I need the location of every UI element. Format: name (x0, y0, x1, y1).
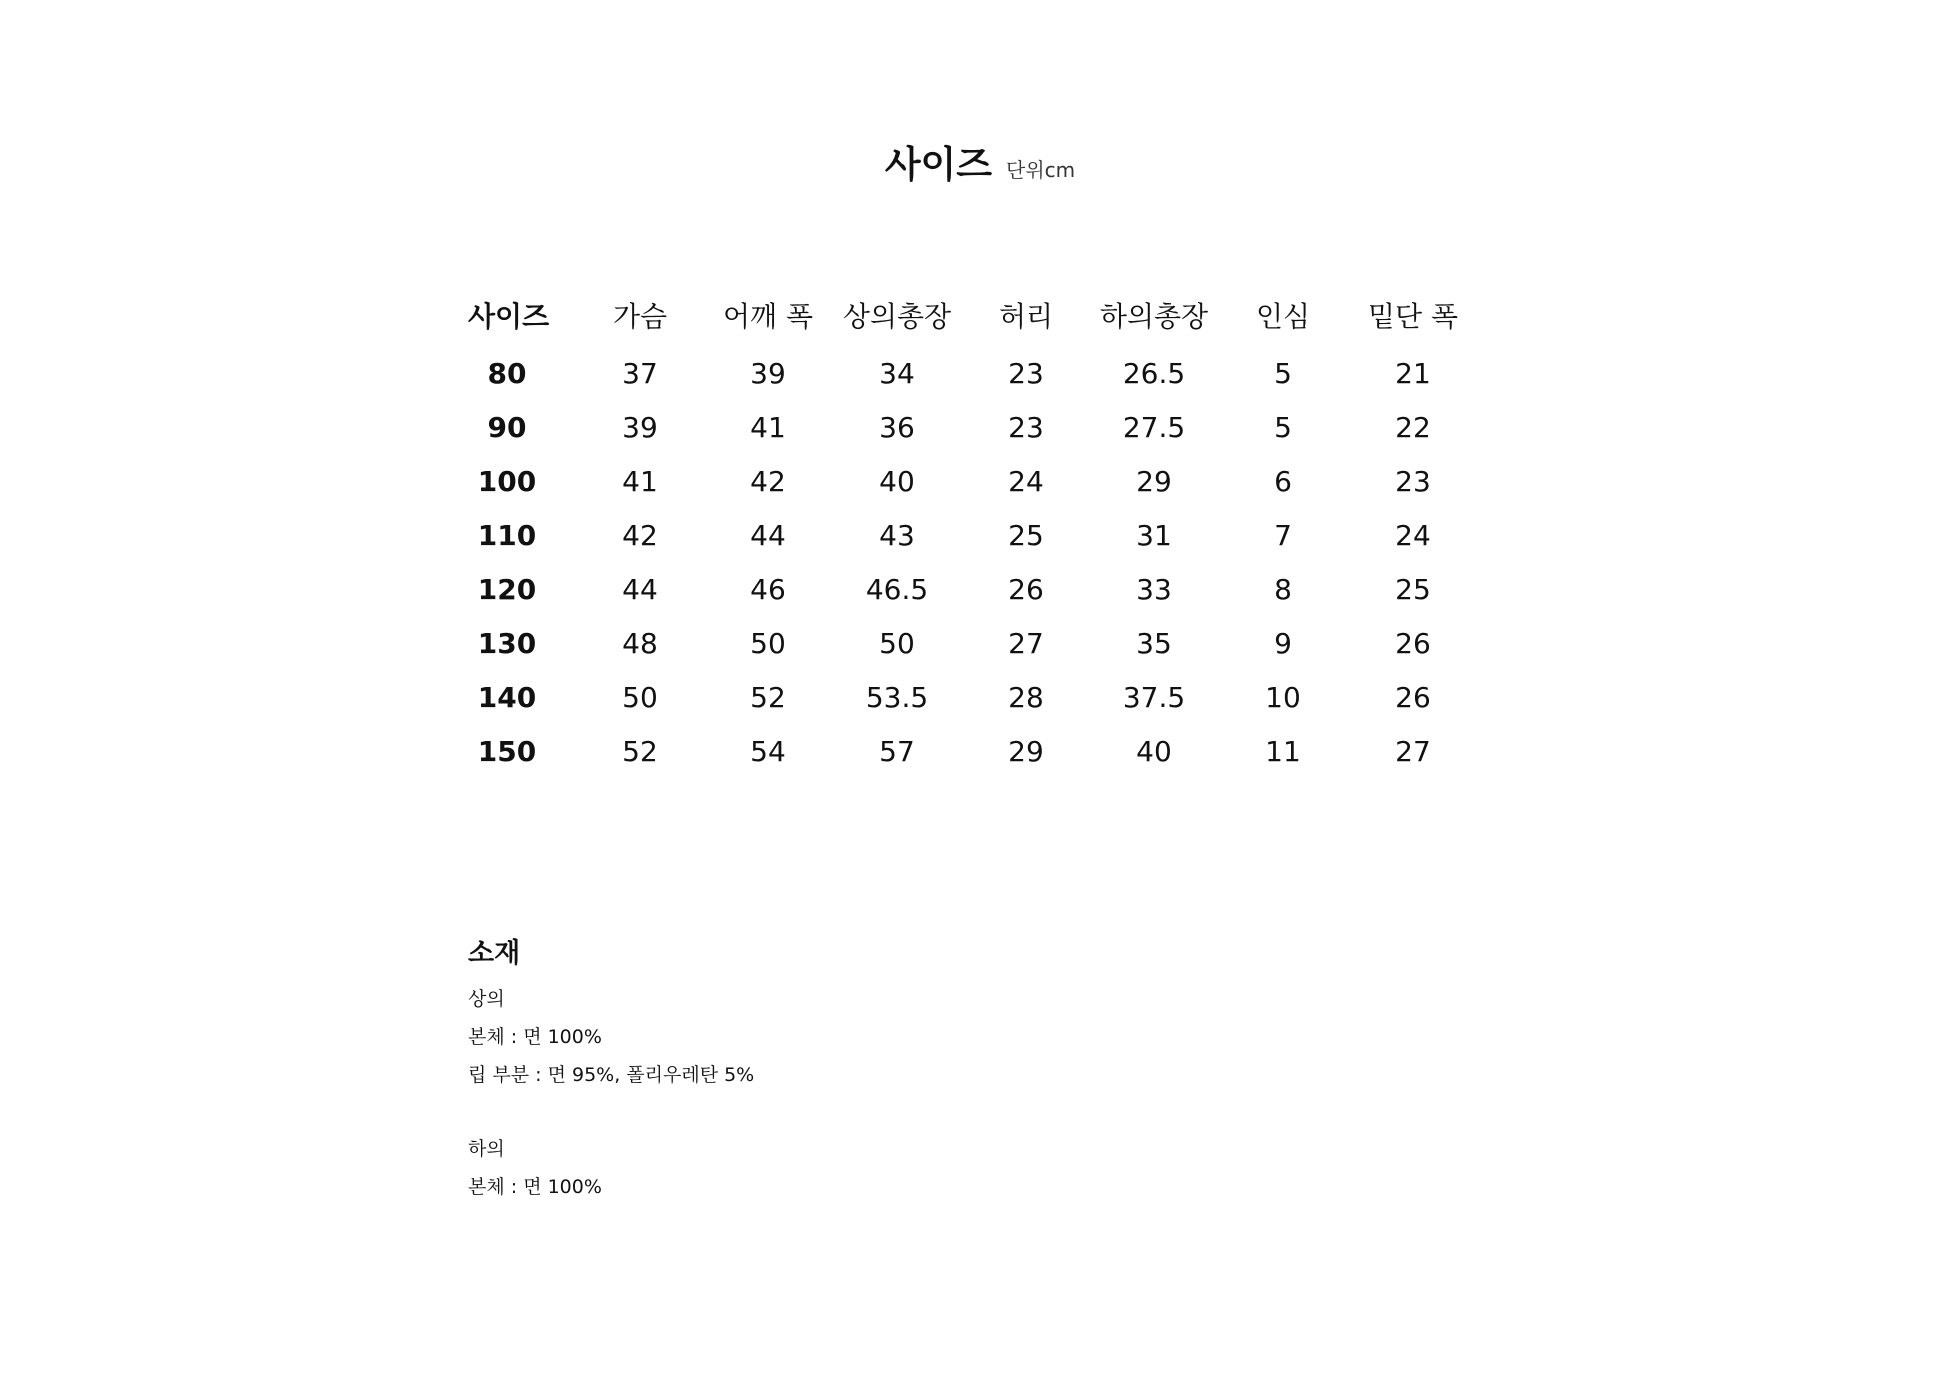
table-cell: 27 (1008, 627, 1044, 660)
table-cell: 44 (750, 519, 786, 552)
table-cell: 26 (1008, 573, 1044, 606)
table-cell: 37.5 (1122, 681, 1186, 714)
column-header: 어깨 폭 (722, 300, 814, 333)
material-top-label: 상의 (468, 988, 505, 1010)
table-cell: 40 (879, 465, 915, 498)
table-cell: 23 (1008, 357, 1044, 390)
size-cell: 100 (477, 465, 537, 498)
table-cell: 23 (1008, 411, 1044, 444)
table-cell: 46.5 (865, 573, 929, 606)
table-cell: 50 (879, 627, 915, 660)
size-cell: 110 (477, 519, 537, 552)
table-cell: 39 (622, 411, 658, 444)
material-bottom-label: 하의 (468, 1138, 505, 1160)
size-cell: 130 (477, 627, 537, 660)
table-cell: 7 (1274, 519, 1292, 552)
table-cell: 31 (1136, 519, 1172, 552)
table-cell: 41 (750, 411, 786, 444)
table-cell: 11 (1265, 735, 1301, 768)
size-cell: 80 (487, 357, 527, 390)
table-cell: 24 (1395, 519, 1431, 552)
table-row (438, 725, 1478, 779)
size-cell: 150 (477, 735, 537, 768)
column-header: 사이즈 (468, 300, 550, 333)
table-cell: 23 (1395, 465, 1431, 498)
table-cell: 46 (750, 573, 786, 606)
table-cell: 54 (750, 735, 786, 768)
table-row (438, 509, 1478, 563)
material-top-line: 본체 : 면 100% (468, 1026, 602, 1048)
table-cell: 25 (1008, 519, 1044, 552)
size-cell: 140 (477, 681, 537, 714)
table-cell: 37 (622, 357, 658, 390)
table-row (438, 455, 1478, 509)
table-cell: 57 (879, 735, 915, 768)
column-header: 허리 (998, 300, 1054, 333)
column-header: 가슴 (612, 300, 668, 333)
table-cell: 36 (879, 411, 915, 444)
table-cell: 26 (1395, 681, 1431, 714)
table-cell: 39 (750, 357, 786, 390)
table-cell: 27.5 (1122, 411, 1186, 444)
table-cell: 48 (622, 627, 658, 660)
table-cell: 29 (1008, 735, 1044, 768)
table-cell: 41 (622, 465, 658, 498)
column-header: 상의총장 (842, 300, 952, 333)
table-cell: 52 (622, 735, 658, 768)
table-cell: 25 (1395, 573, 1431, 606)
table-cell: 8 (1274, 573, 1292, 606)
table-cell: 28 (1008, 681, 1044, 714)
table-cell: 33 (1136, 573, 1172, 606)
table-cell: 22 (1395, 411, 1431, 444)
table-row (438, 617, 1478, 671)
size-cell: 90 (487, 411, 527, 444)
table-cell: 29 (1136, 465, 1172, 498)
table-cell: 50 (750, 627, 786, 660)
table-cell: 5 (1274, 411, 1292, 444)
material-section (468, 936, 754, 1206)
table-cell: 35 (1136, 627, 1172, 660)
table-cell: 43 (879, 519, 915, 552)
material-bottom-line: 본체 : 면 100% (468, 1176, 602, 1198)
table-row (438, 401, 1478, 455)
table-cell: 26 (1395, 627, 1431, 660)
title-text: 사이즈 (884, 143, 993, 186)
table-row (438, 671, 1478, 725)
table-row (438, 563, 1478, 617)
page-title (0, 134, 1960, 188)
table-cell: 9 (1274, 627, 1292, 660)
material-top-line: 립 부분 : 면 95%, 폴리우레탄 5% (468, 1064, 755, 1086)
table-cell: 34 (879, 357, 915, 390)
table-cell: 10 (1265, 681, 1301, 714)
table-cell: 21 (1395, 357, 1431, 390)
table-cell: 26.5 (1122, 357, 1186, 390)
table-cell: 40 (1136, 735, 1172, 768)
table-cell: 6 (1274, 465, 1292, 498)
table-cell: 53.5 (865, 681, 929, 714)
table-row (438, 347, 1478, 401)
table-cell: 42 (750, 465, 786, 498)
table-header-row (438, 287, 1478, 347)
table-cell: 50 (622, 681, 658, 714)
material-spacer (468, 1094, 754, 1130)
size-table (438, 287, 1478, 779)
column-header: 인심 (1255, 300, 1311, 333)
column-header: 밑단 폭 (1367, 300, 1459, 333)
table-cell: 27 (1395, 735, 1431, 768)
table-cell: 44 (622, 573, 658, 606)
column-header: 하의총장 (1099, 300, 1209, 333)
size-cell: 120 (477, 573, 537, 606)
unit-label: 단위cm (1006, 158, 1076, 182)
table-cell: 52 (750, 681, 786, 714)
table-cell: 5 (1274, 357, 1292, 390)
table-cell: 24 (1008, 465, 1044, 498)
table-cell: 42 (622, 519, 658, 552)
material-heading: 소재 (468, 938, 521, 969)
